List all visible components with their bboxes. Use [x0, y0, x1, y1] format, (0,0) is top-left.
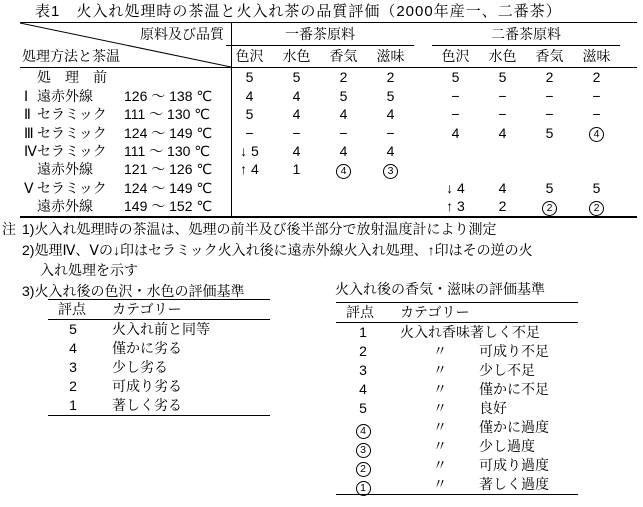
aroma-criteria-rows: [336, 323, 578, 494]
row-temperature: 121 ～ 126 ℃: [124, 161, 213, 178]
note-2-continued: 入れ処理を示す: [40, 262, 138, 278]
value-cell: 4: [245, 87, 254, 104]
value-cell: 5: [451, 69, 460, 86]
main-table-header: [20, 23, 637, 68]
criteria-score: 3: [69, 359, 77, 375]
criteria-row: [48, 339, 270, 358]
aroma-criteria-table: [336, 302, 578, 495]
criteria-category-suffix: 著しく過度: [479, 476, 549, 492]
value-cell: 2: [339, 69, 348, 86]
criteria-category-suffix: 可成り不足: [479, 343, 549, 359]
value-cell: ↑ 3: [446, 198, 465, 215]
criteria-category-suffix: 良好: [479, 400, 507, 416]
criteria-score: 3: [336, 439, 390, 458]
value-cell: 4: [320, 160, 367, 179]
first-flush-values: [226, 68, 414, 86]
aroma-criteria-header: [336, 303, 578, 323]
row-method: セラミック: [37, 106, 107, 123]
stub-header-method: 処理方法と茶温: [22, 48, 120, 64]
group-columns-first-flush: [226, 46, 414, 66]
ditto-mark: 〃: [433, 362, 447, 378]
value-cell: 2: [545, 69, 554, 86]
table-row: [20, 86, 637, 104]
criteria-category-suffix: 可成り過度: [479, 457, 549, 473]
second-flush-values: [432, 86, 620, 104]
value-cell: 5: [245, 69, 254, 86]
value-cell: −: [545, 87, 554, 104]
criteria-score: 1: [336, 477, 390, 496]
criteria-row: [336, 342, 578, 361]
value-cell: 5: [498, 69, 507, 86]
second-flush-values: [432, 68, 620, 86]
column-header-liquor: 水色: [282, 48, 311, 64]
table-row: [20, 142, 637, 160]
first-flush-values: [226, 86, 414, 104]
criteria-category: 著しく劣る: [112, 397, 182, 413]
value-cell: 3: [367, 160, 414, 179]
ditto-mark: 〃: [433, 476, 447, 492]
value-cell: 4: [386, 106, 395, 123]
value-cell: 4: [292, 87, 301, 104]
criteria-row: [48, 358, 270, 377]
criteria-row: [48, 320, 270, 339]
value-cell: 4: [498, 179, 507, 196]
group-first-flush: [226, 23, 414, 66]
ditto-mark: 〃: [433, 343, 447, 359]
criteria-score: 4: [69, 340, 77, 356]
header-score: 評点: [58, 301, 86, 317]
criteria-category: 少し劣る: [112, 359, 168, 375]
second-flush-values: [432, 197, 620, 215]
row-method: セラミック: [37, 124, 107, 141]
color-criteria-rows: [48, 320, 270, 415]
value-cell: 5: [292, 69, 301, 86]
column-header-liquor: 水色: [488, 48, 517, 64]
group-label-first-flush: 一番茶原料: [226, 23, 414, 46]
note-3-color-criteria-title: 3)火入れ後の色沢・水色の評価基準: [22, 283, 245, 299]
criteria-row: [336, 418, 578, 437]
criteria-score: 4: [336, 420, 390, 439]
value-cell: ↑ 4: [240, 161, 259, 178]
criteria-score: 1: [359, 324, 367, 340]
header-category: カテゴリー: [400, 304, 470, 320]
value-cell: 4: [573, 123, 620, 142]
second-flush-values: [432, 123, 620, 141]
value-cell: 2: [592, 69, 601, 86]
criteria-score: 2: [336, 458, 390, 477]
criteria-row: [48, 396, 270, 415]
criteria-category: 僅かに劣る: [112, 340, 182, 356]
first-flush-values: [226, 197, 414, 215]
group-columns-second-flush: [432, 46, 620, 66]
ditto-mark: 〃: [433, 381, 447, 397]
table-row: [20, 197, 637, 215]
color-criteria-header: [48, 300, 270, 320]
criteria-score: 1: [69, 397, 77, 413]
first-flush-values: [226, 123, 414, 141]
group-label-second-flush: 二番茶原料: [432, 23, 620, 46]
column-header-color: 色沢: [235, 48, 264, 64]
first-flush-values: [226, 160, 414, 178]
value-cell: −: [592, 87, 601, 104]
criteria-category-suffix: 僅かに不足: [479, 381, 549, 397]
column-header-taste: 滋味: [582, 48, 611, 64]
criteria-score: 5: [359, 400, 367, 416]
value-cell: ↓ 4: [446, 179, 465, 196]
value-cell: −: [498, 106, 507, 123]
value-cell: 5: [339, 87, 348, 104]
value-cell: −: [451, 106, 460, 123]
main-table-rows: [20, 68, 637, 216]
value-cell: 2: [498, 198, 507, 215]
ditto-mark: 〃: [433, 419, 447, 435]
table-row: [20, 68, 637, 86]
value-cell: 4: [451, 124, 460, 141]
criteria-score: 2: [69, 378, 77, 394]
color-criteria-table: [48, 299, 270, 416]
value-cell: −: [339, 124, 348, 141]
column-header-aroma: 香気: [535, 48, 564, 64]
row-numeral: Ⅲ: [24, 124, 34, 141]
aroma-criteria-title: 火入れ後の香気・滋味の評価基準: [335, 281, 545, 297]
page-title: 表1 火入れ処理時の茶温と火入れ茶の品質評価（2000年産一、二番茶）: [35, 3, 562, 20]
criteria-category-suffix: 僅かに過度: [479, 419, 549, 435]
ditto-mark: 〃: [433, 400, 447, 416]
row-numeral: Ⅱ: [24, 106, 31, 123]
value-cell: 2: [526, 197, 573, 216]
value-cell: 5: [386, 87, 395, 104]
row-method: セラミック: [37, 179, 107, 196]
table-row: [20, 123, 637, 141]
column-header-taste: 滋味: [376, 48, 405, 64]
row-method: 処 理 前: [37, 69, 107, 86]
row-method: 遠赤外線: [37, 198, 93, 215]
value-cell: 4: [339, 142, 348, 159]
criteria-category: 火入れ香味著しく不足: [400, 324, 540, 340]
value-cell: 4: [339, 106, 348, 123]
criteria-row: [336, 361, 578, 380]
second-flush-values: [432, 105, 620, 123]
table-row: [20, 179, 637, 197]
row-temperature: 111 ～ 130 ℃: [124, 142, 211, 159]
ditto-mark: 〃: [433, 438, 447, 454]
value-cell: 5: [592, 179, 601, 196]
value-cell: 5: [545, 179, 554, 196]
row-temperature: 124 ～ 149 ℃: [124, 124, 213, 141]
value-cell: 4: [292, 106, 301, 123]
value-cell: 5: [545, 124, 554, 141]
value-cell: ↓ 5: [240, 142, 259, 159]
table-row: [20, 105, 637, 123]
criteria-category: 可成り劣る: [112, 378, 182, 394]
criteria-category: 火入れ前と同等: [112, 321, 210, 337]
row-numeral: Ⅳ: [24, 142, 37, 159]
value-cell: 4: [292, 142, 301, 159]
value-cell: −: [498, 87, 507, 104]
second-flush-values: [432, 179, 620, 197]
header-score: 評点: [346, 304, 374, 320]
criteria-row: [336, 380, 578, 399]
value-cell: 4: [498, 124, 507, 141]
criteria-row: [336, 456, 578, 475]
value-cell: −: [386, 124, 395, 141]
value-cell: 2: [386, 69, 395, 86]
row-method: 遠赤外線: [37, 161, 93, 178]
criteria-score: 5: [69, 321, 77, 337]
row-temperature: 149 ～ 152 ℃: [124, 198, 213, 215]
criteria-row: [336, 399, 578, 418]
ditto-mark: 〃: [433, 457, 447, 473]
value-cell: 1: [292, 161, 301, 178]
criteria-score: 4: [359, 381, 367, 397]
value-cell: −: [545, 106, 554, 123]
criteria-row: [336, 323, 578, 342]
value-cell: 5: [245, 106, 254, 123]
criteria-score: 3: [359, 362, 367, 378]
criteria-row: [336, 437, 578, 456]
criteria-category-suffix: 少し過度: [479, 438, 535, 454]
value-cell: −: [292, 124, 301, 141]
row-method: 遠赤外線: [37, 87, 93, 104]
notes-label: 注: [2, 221, 16, 237]
row-temperature: 124 ～ 149 ℃: [124, 179, 213, 196]
column-header-color: 色沢: [441, 48, 470, 64]
note-1: 1)火入れ処理時の茶温は、処理の前半及び後半部分で放射温度計により測定: [22, 221, 497, 237]
value-cell: −: [245, 124, 254, 141]
row-numeral: Ⅰ: [24, 87, 29, 104]
criteria-row: [336, 475, 578, 494]
stub-header-materials: 原料及び品質: [140, 26, 224, 42]
value-cell: −: [592, 106, 601, 123]
criteria-category-suffix: 少し不足: [479, 362, 535, 378]
criteria-row: [48, 377, 270, 396]
first-flush-values: [226, 105, 414, 123]
row-numeral: Ⅴ: [24, 179, 34, 196]
row-temperature: 126 ～ 138 ℃: [124, 87, 213, 104]
header-category: カテゴリー: [112, 301, 182, 317]
value-cell: −: [451, 87, 460, 104]
second-flush-values: [432, 142, 620, 160]
group-second-flush: [432, 23, 620, 66]
first-flush-values: [226, 142, 414, 160]
criteria-score: 2: [359, 343, 367, 359]
table-row: [20, 160, 637, 178]
value-cell: 2: [573, 197, 620, 216]
first-flush-values: [226, 179, 414, 197]
row-method: セラミック: [37, 142, 107, 159]
column-header-aroma: 香気: [329, 48, 358, 64]
row-temperature: 111 ～ 130 ℃: [124, 106, 211, 123]
note-2: 2)処理Ⅳ、Ⅴの↓印はセラミック火入れ後に遠赤外線火入れ処理、↑印はその逆の火: [22, 242, 533, 258]
value-cell: 4: [386, 142, 395, 159]
second-flush-values: [432, 160, 620, 178]
main-table: [20, 22, 637, 218]
